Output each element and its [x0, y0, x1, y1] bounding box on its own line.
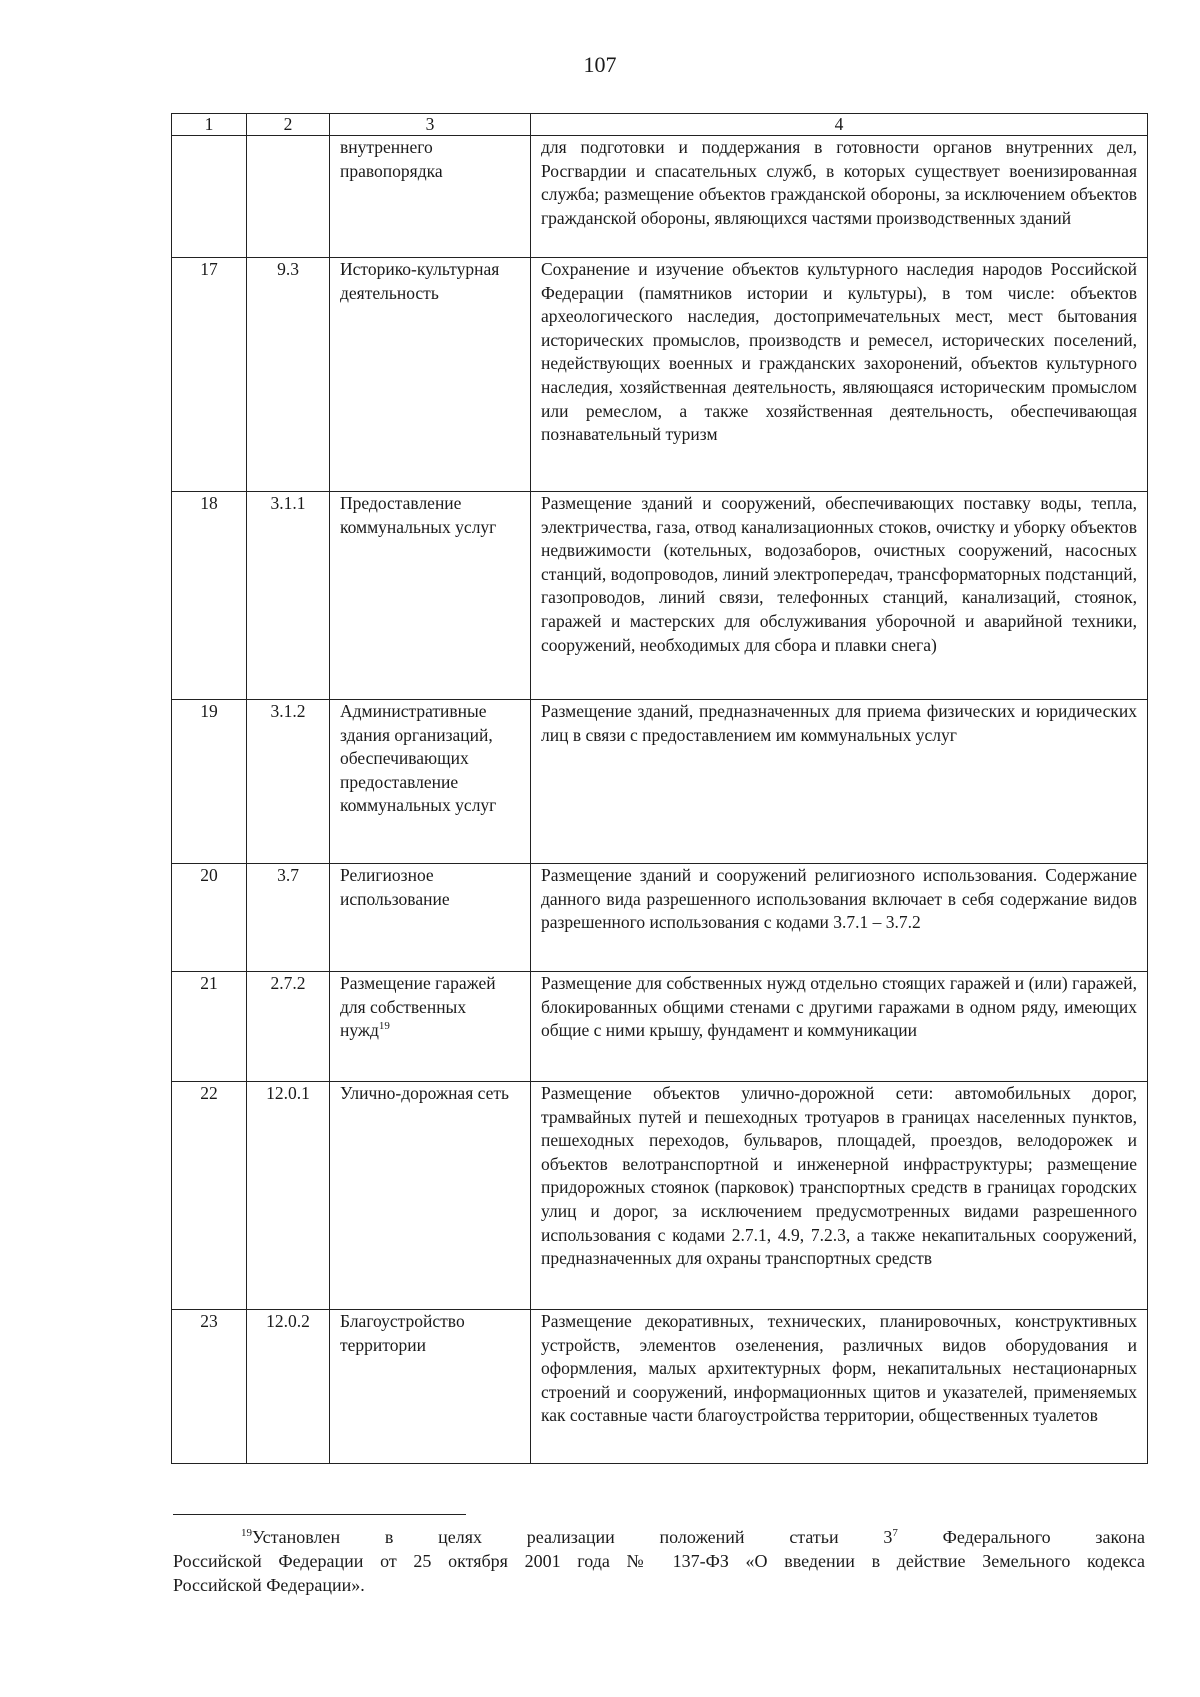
row-name — [330, 972, 531, 1082]
row-description: для подготовки и поддержания в готовности органов внутренних дел, Росгвардии и спасательных служб, в которых существует военизированная служба; размещение объектов гражданской обороны, за исключением объектов гражданской обороны, являющихся частями производственных зданий — [531, 136, 1148, 258]
row-number: 23 — [172, 1310, 247, 1464]
row-description: Размещение декоративных, технических, планировочных, конструктивных устройств, элементов озеленения, различных видов оборудования и оформления, малых архитектурных форм, некапитальных нестационарных строений и сооружений, информационных щитов и указателей, применяемых как составные части благоустройства территории, общественных туалетов — [531, 1310, 1148, 1464]
row-number: 20 — [172, 864, 247, 972]
footnote-line-2: Российской Федерации от 25 октября 2001 года № 137-ФЗ «О введении в действие Земельного кодекса — [173, 1551, 1145, 1571]
row-name-text: Религиозное использование — [340, 865, 450, 909]
row-description: Размещение зданий и сооружений религиозного использования. Содержание данного вида разрешенного использования включает в себя содержание видов разрешенного использования с кодами 3.7.1 – 3.7.2 — [531, 864, 1148, 972]
row-name — [330, 864, 531, 972]
row-number: 18 — [172, 492, 247, 700]
row-name-text: Размещение гаражей для собственных нужд — [340, 973, 496, 1041]
table-row — [172, 258, 1148, 492]
table-row — [172, 972, 1148, 1082]
column-header-3: 3 — [330, 114, 531, 136]
row-number: 21 — [172, 972, 247, 1082]
footnote-text-1b: Федерального закона — [897, 1527, 1145, 1547]
footnote-reference: 19 — [378, 1020, 390, 1033]
row-code: 3.1.1 — [247, 492, 330, 700]
column-header-2: 2 — [247, 114, 330, 136]
table-row — [172, 136, 1148, 258]
column-header-1: 1 — [172, 114, 247, 136]
row-description: Размещение зданий, предназначенных для приема физических и юридических лиц в связи с предоставлением им коммунальных услуг — [531, 700, 1148, 864]
row-code — [247, 136, 330, 258]
row-code: 12.0.1 — [247, 1082, 330, 1310]
land-use-table — [171, 113, 1148, 1464]
footnote-separator — [173, 1514, 466, 1515]
row-name — [330, 1082, 531, 1310]
row-name — [330, 136, 531, 258]
page-number: 107 — [583, 52, 617, 77]
table-row — [172, 700, 1148, 864]
row-name-text: Благоустройство территории — [340, 1311, 465, 1355]
article-superscript: 7 — [892, 1527, 898, 1539]
row-name — [330, 258, 531, 492]
table-row — [172, 1082, 1148, 1310]
row-name — [330, 1310, 531, 1464]
row-code: 9.3 — [247, 258, 330, 492]
row-name — [330, 492, 531, 700]
row-name-text: Улично-дорожная сеть — [340, 1083, 510, 1103]
row-code: 12.0.2 — [247, 1310, 330, 1464]
row-number: 19 — [172, 700, 247, 864]
footnote-marker: 19 — [241, 1527, 252, 1539]
row-number: 22 — [172, 1082, 247, 1310]
table-row — [172, 492, 1148, 700]
footnote-line-3: Российской Федерации». — [173, 1575, 365, 1595]
footnote-line-1 — [173, 1525, 1145, 1549]
row-code: 3.1.2 — [247, 700, 330, 864]
row-description: Размещение зданий и сооружений, обеспечивающих поставку воды, тепла, электричества, газа, отвод канализационных стоков, очистку и уборку объектов недвижимости (котельных, водозаборов, очистных сооружений, насосных станций, водопроводов, линий электропередач, трансформаторных подстанций, газопроводов, линий связи, телефонных станций, канализаций, стоянок, гаражей и мастерских для обслуживания уборочной и аварийной техники, сооружений, необходимых для сбора и плавки снега) — [531, 492, 1148, 700]
row-name-text: Предоставление коммунальных услуг — [340, 493, 497, 537]
row-name-text: Административные здания организаций, обеспечивающих предоставление коммунальных услуг — [340, 701, 497, 816]
row-name-text: Историко-культурная деятельность — [340, 259, 500, 303]
row-code: 2.7.2 — [247, 972, 330, 1082]
table-header-row — [172, 114, 1148, 136]
table-row — [172, 864, 1148, 972]
row-description: Размещение для собственных нужд отдельно стоящих гаражей и (или) гаражей, блокированных общими стенами с другими гаражами в одном ряду, имеющих общие с ними крышу, фундамент и коммуникации — [531, 972, 1148, 1082]
footnote — [173, 1525, 1145, 1597]
column-header-4: 4 — [531, 114, 1148, 136]
table-row — [172, 1310, 1148, 1464]
row-number: 17 — [172, 258, 247, 492]
row-description: Сохранение и изучение объектов культурного наследия народов Российской Федерации (памятников истории и культуры), в том числе: объектов археологического наследия, достопримечательных мест, мест бытования исторических промыслов, производств и ремесел, исторических поселений, недействующих военных и гражданских захоронений, объектов культурного наследия, хозяйственная деятельность, являющаяся историческим промыслом или ремеслом, а также хозяйственная деятельность, обеспечивающая познавательный туризм — [531, 258, 1148, 492]
row-name — [330, 700, 531, 864]
row-name-text: внутреннего правопорядка — [340, 137, 443, 181]
row-description: Размещение объектов улично-дорожной сети: автомобильных дорог, трамвайных путей и пешеходных тротуаров в границах населенных пунктов, пешеходных переходов, бульваров, площадей, проездов, велодорожек и объектов велотранспортной и инженерной инфраструктуры; размещение придорожных стоянок (парковок) транспортных средств в границах городских улиц и дорог, за исключением предусмотренных видами разрешенного использования с кодами 2.7.1, 4.9, 7.2.3, а также некапитальных сооружений, предназначенных для охраны транспортных средств — [531, 1082, 1148, 1310]
footnote-text-1: Установлен в целях реализации положений статьи 3 — [252, 1527, 893, 1547]
row-number — [172, 136, 247, 258]
row-code: 3.7 — [247, 864, 330, 972]
